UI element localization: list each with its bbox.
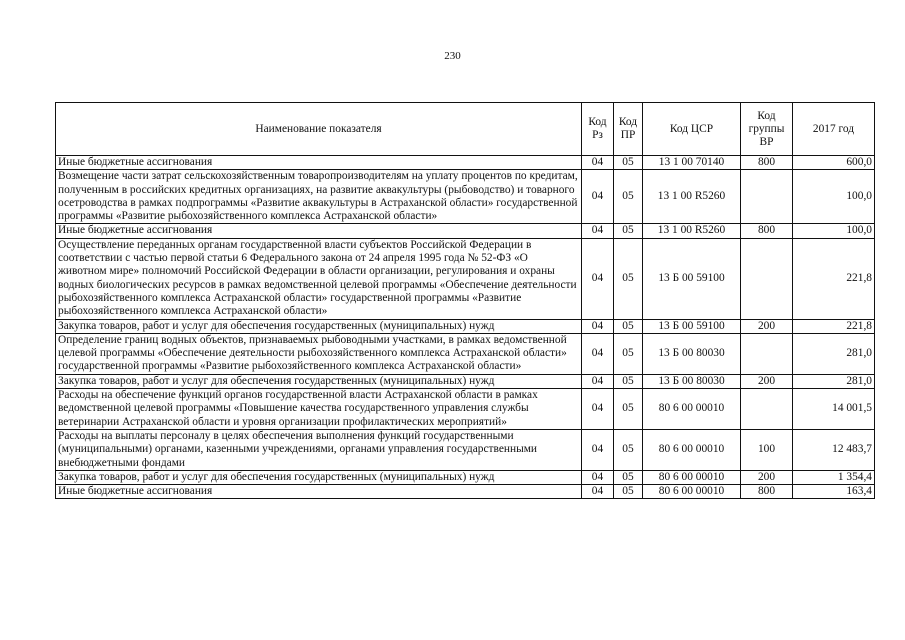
- row-pr: 05: [614, 238, 643, 319]
- row-vr: [741, 170, 793, 224]
- header-pr: Код ПР: [614, 103, 643, 156]
- row-pr: 05: [614, 485, 643, 499]
- row-rz: 04: [582, 485, 614, 499]
- row-pr: 05: [614, 224, 643, 238]
- header-vr: Код группы ВР: [741, 103, 793, 156]
- row-rz: 04: [582, 429, 614, 470]
- row-value: 281,0: [793, 333, 875, 374]
- row-vr: 200: [741, 319, 793, 333]
- row-rz: 04: [582, 389, 614, 430]
- table-row: [56, 319, 875, 333]
- table-row: [56, 224, 875, 238]
- row-vr: 200: [741, 470, 793, 484]
- header-name: Наименование показателя: [56, 103, 582, 156]
- row-name: Иные бюджетные ассигнования: [56, 224, 582, 238]
- table-row: [56, 389, 875, 430]
- row-value: 14 001,5: [793, 389, 875, 430]
- header-row: [56, 103, 875, 156]
- row-name: Закупка товаров, работ и услуг для обеспечения государственных (муниципальных) нужд: [56, 470, 582, 484]
- row-rz: 04: [582, 224, 614, 238]
- page-number: 230: [444, 50, 461, 62]
- row-csr: 13 Б 00 80030: [643, 333, 741, 374]
- budget-table: [55, 102, 875, 499]
- row-rz: 04: [582, 374, 614, 388]
- row-name: Иные бюджетные ассигнования: [56, 485, 582, 499]
- row-value: 163,4: [793, 485, 875, 499]
- row-vr: 800: [741, 156, 793, 170]
- row-value: 281,0: [793, 374, 875, 388]
- row-name: Возмещение части затрат сельскохозяйственным товаропроизводителям на уплату процентов по кредитам, полученным в российских кредитных организациях, на развитие аквакультуры (рыбоводство) и товарного осетроводства в рамках подпрограммы «Развитие аквакультуры в Астраханской области» государственной программы «Развитие рыбохозяйственного комплекса Астраханской области»: [56, 170, 582, 224]
- row-value: 100,0: [793, 170, 875, 224]
- row-vr: [741, 333, 793, 374]
- row-vr: 100: [741, 429, 793, 470]
- row-vr: 800: [741, 485, 793, 499]
- row-csr: 80 6 00 00010: [643, 389, 741, 430]
- table-row: [56, 156, 875, 170]
- row-rz: 04: [582, 470, 614, 484]
- row-csr: 80 6 00 00010: [643, 470, 741, 484]
- row-pr: 05: [614, 470, 643, 484]
- row-value: 12 483,7: [793, 429, 875, 470]
- row-rz: 04: [582, 170, 614, 224]
- row-rz: 04: [582, 319, 614, 333]
- row-pr: 05: [614, 429, 643, 470]
- row-csr: 13 Б 00 59100: [643, 319, 741, 333]
- row-csr: 13 1 00 R5260: [643, 170, 741, 224]
- table-row: [56, 485, 875, 499]
- row-name: Закупка товаров, работ и услуг для обеспечения государственных (муниципальных) нужд: [56, 374, 582, 388]
- table-row: [56, 374, 875, 388]
- row-csr: 80 6 00 00010: [643, 485, 741, 499]
- row-value: 600,0: [793, 156, 875, 170]
- row-name: Закупка товаров, работ и услуг для обеспечения государственных (муниципальных) нужд: [56, 319, 582, 333]
- row-value: 221,8: [793, 238, 875, 319]
- table-row: [56, 238, 875, 319]
- row-value: 1 354,4: [793, 470, 875, 484]
- row-rz: 04: [582, 238, 614, 319]
- row-vr: 800: [741, 224, 793, 238]
- header-year: 2017 год: [793, 103, 875, 156]
- row-name: Расходы на обеспечение функций органов государственной власти Астраханской области в рамках ведомственной целевой программы «Повышение качества государственного управления службы ветеринарии Астраханской области и уровня организации профилактических мероприятий»: [56, 389, 582, 430]
- row-name: Осуществление переданных органам государственной власти субъектов Российской Федерации в соответствии с частью первой статьи 6 Федерального закона от 24 апреля 1995 года № 52-ФЗ «О животном мире» полномочий Российской Федерации в области организации, регулирования и охраны водных биологических ресурсов в рамках ведомственной целевой программы «Обеспечение деятельности рыбохозяйственного комплекса Астраханской области» государственной программы «Развитие рыбохозяйственного комплекса Астраханской области»: [56, 238, 582, 319]
- header-csr: Код ЦСР: [643, 103, 741, 156]
- row-pr: 05: [614, 170, 643, 224]
- table-row: [56, 333, 875, 374]
- row-vr: [741, 389, 793, 430]
- row-name: Расходы на выплаты персоналу в целях обеспечения выполнения функций государственными (муниципальными) органами, казенными учреждениями, органами управления государственными внебюджетными фондами: [56, 429, 582, 470]
- row-pr: 05: [614, 319, 643, 333]
- table-row: [56, 470, 875, 484]
- row-value: 100,0: [793, 224, 875, 238]
- row-csr: 13 Б 00 80030: [643, 374, 741, 388]
- row-csr: 13 1 00 R5260: [643, 224, 741, 238]
- row-pr: 05: [614, 333, 643, 374]
- row-vr: 200: [741, 374, 793, 388]
- header-rz: Код Рз: [582, 103, 614, 156]
- row-csr: 80 6 00 00010: [643, 429, 741, 470]
- row-pr: 05: [614, 389, 643, 430]
- row-pr: 05: [614, 374, 643, 388]
- row-csr: 13 1 00 70140: [643, 156, 741, 170]
- row-name: Определение границ водных объектов, признаваемых рыбоводными участками, в рамках ведомственной целевой программы «Обеспечение деятельности рыбохозяйственного комплекса Астраханской области» государственной программы «Развитие рыбохозяйственного комплекса Астраханской области»: [56, 333, 582, 374]
- row-vr: [741, 238, 793, 319]
- row-rz: 04: [582, 156, 614, 170]
- row-name: Иные бюджетные ассигнования: [56, 156, 582, 170]
- row-pr: 05: [614, 156, 643, 170]
- row-csr: 13 Б 00 59100: [643, 238, 741, 319]
- table-row: [56, 170, 875, 224]
- row-rz: 04: [582, 333, 614, 374]
- row-value: 221,8: [793, 319, 875, 333]
- table-row: [56, 429, 875, 470]
